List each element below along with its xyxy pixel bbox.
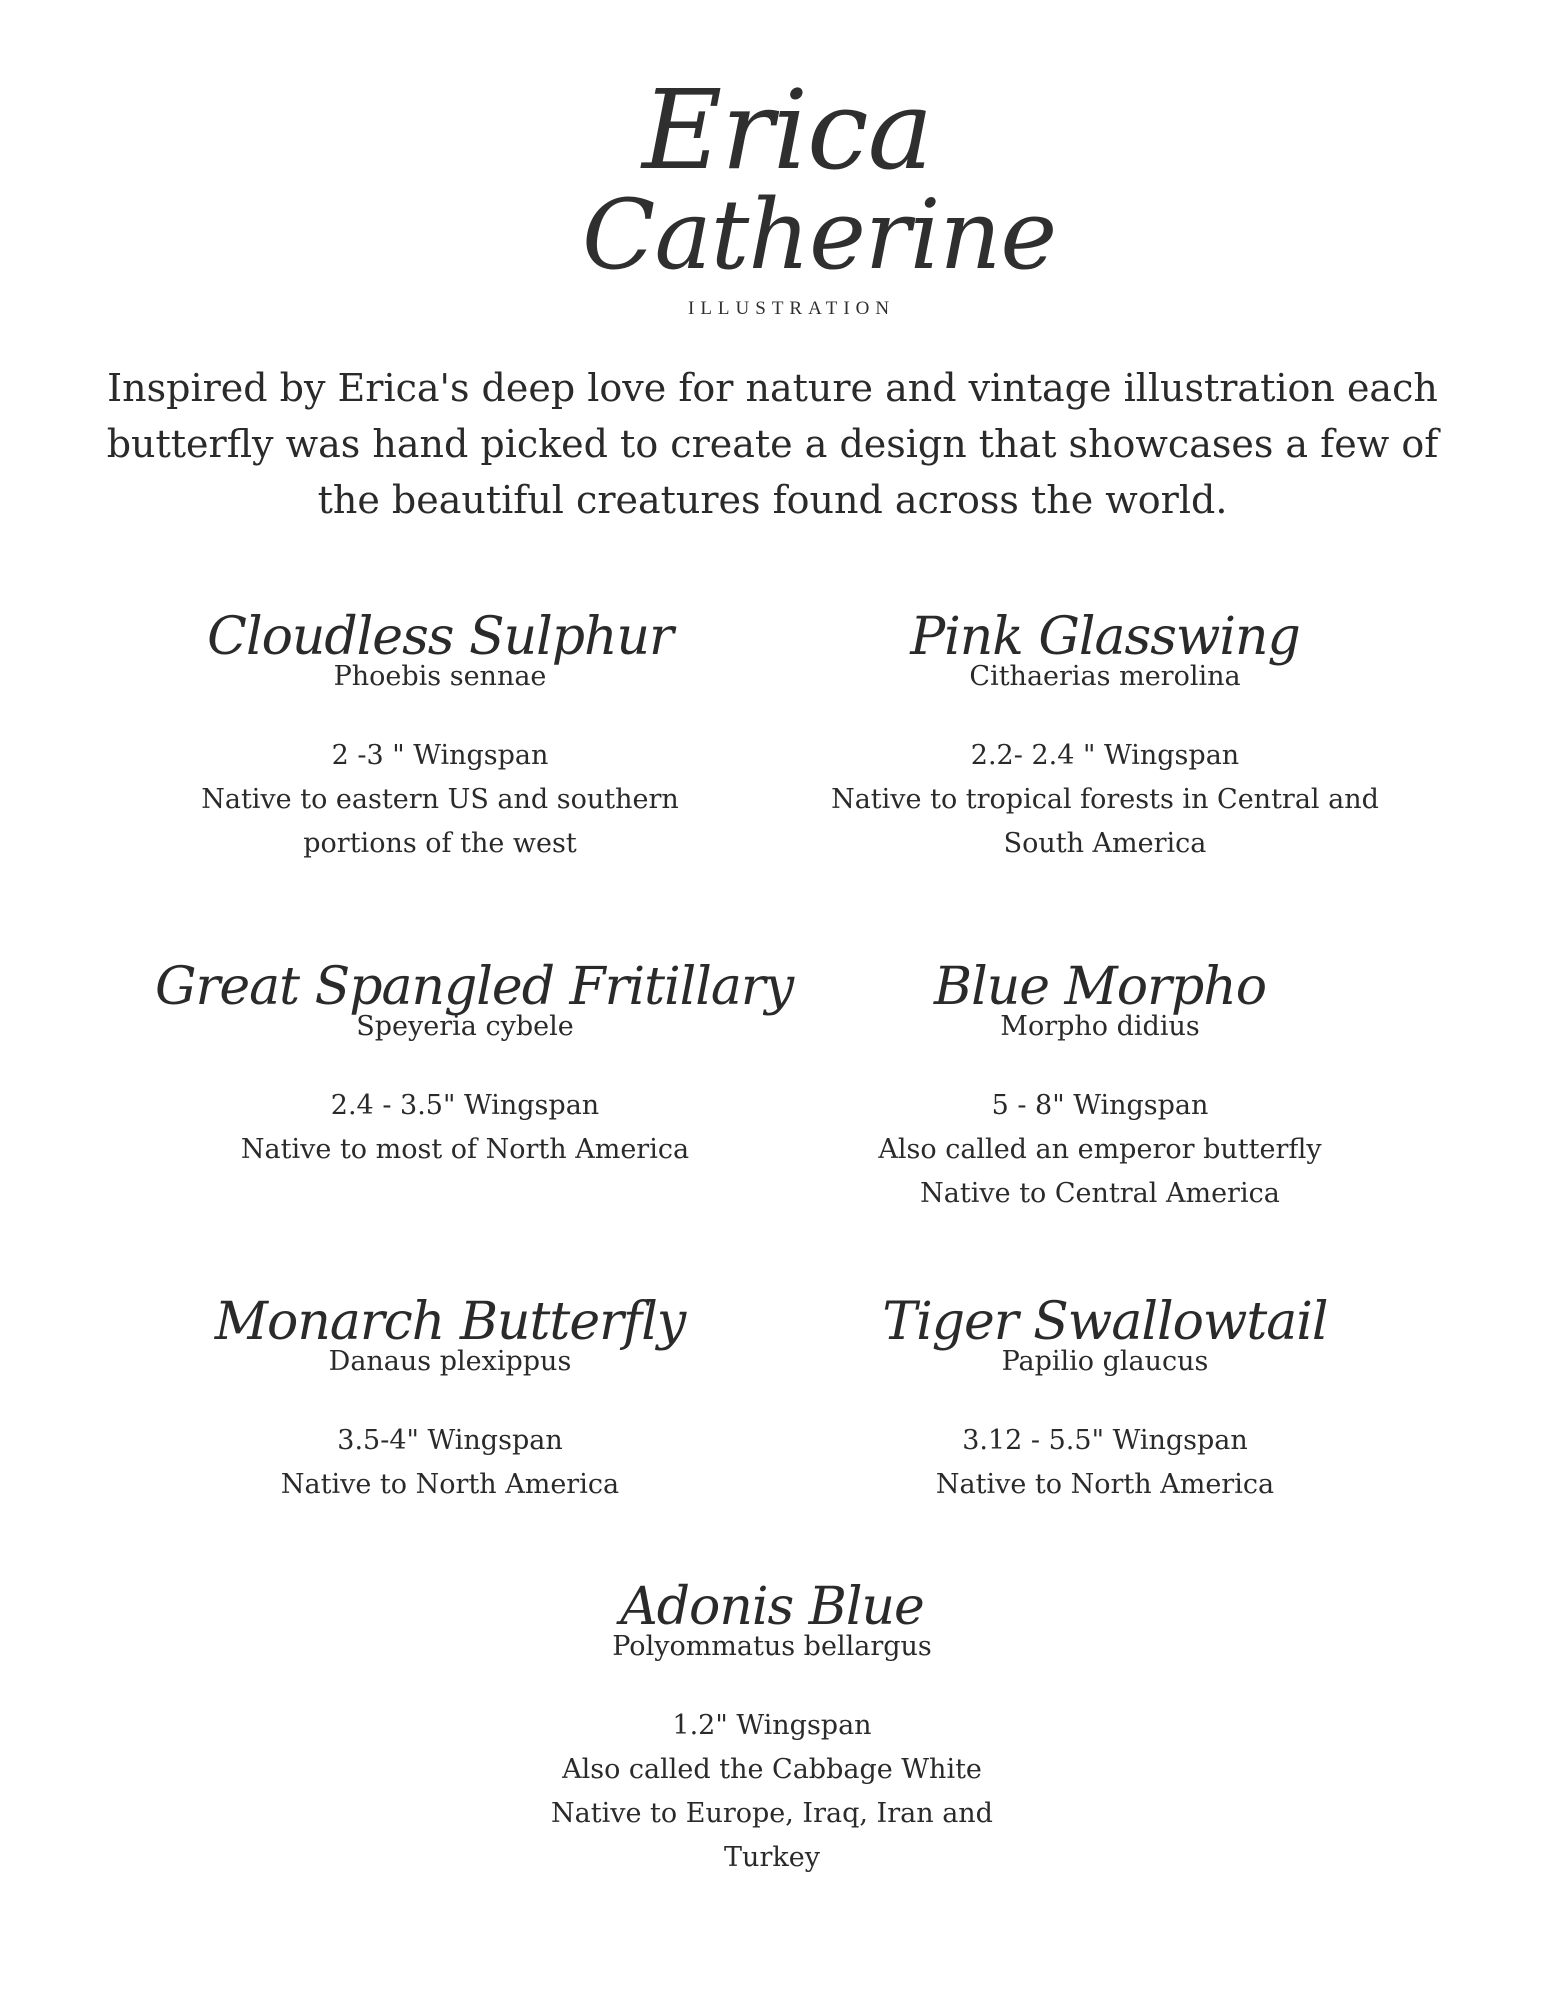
butterfly-scientific-name: Danaus plexippus	[328, 1346, 572, 1377]
butterfly-details	[790, 1084, 1410, 1216]
butterfly-entry	[130, 608, 750, 866]
logo-subtitle: ILLUSTRATION	[688, 298, 896, 319]
butterfly-entry	[462, 1578, 1082, 1880]
butterfly-details	[462, 1704, 1082, 1880]
butterfly-scientific-name: Papilio glaucus	[1001, 1346, 1209, 1377]
butterfly-entry	[155, 957, 794, 1172]
butterfly-name: Monarch Butterfly	[214, 1292, 686, 1352]
butterfly-scientific-name: Speyeria cybele	[356, 1011, 574, 1042]
butterfly-name: Pink Glasswing	[910, 607, 1300, 667]
butterfly-entry	[795, 608, 1415, 866]
logo	[572, 66, 1057, 330]
wingspan: 3.12 - 5.5" Wingspan	[962, 1425, 1248, 1456]
butterfly-details	[130, 734, 750, 866]
butterfly-name: Great Spangled Fritillary	[155, 957, 794, 1017]
native-range: Native to North America	[280, 1469, 620, 1500]
native-range: Native to Central America	[920, 1178, 1280, 1209]
butterfly-details	[795, 1419, 1415, 1507]
butterfly-scientific-name: Morpho didius	[1000, 1011, 1200, 1042]
wingspan: 1.2" Wingspan	[672, 1710, 872, 1741]
native-range: Native to tropical forests in Central and South America	[831, 784, 1379, 859]
butterfly-scientific-name: Polyommatus bellargus	[612, 1631, 932, 1662]
butterfly-name: Blue Morpho	[933, 957, 1267, 1017]
butterfly-scientific-name: Cithaerias merolina	[969, 661, 1241, 692]
wingspan: 2.4 - 3.5" Wingspan	[330, 1090, 600, 1121]
wingspan: 2 -3 " Wingspan	[331, 740, 549, 771]
native-range: Native to eastern US and southern portions of the west	[201, 784, 679, 859]
native-range: Native to Europe, Iraq, Iran and Turkey	[551, 1798, 993, 1873]
butterfly-name: Tiger Swallowtail	[882, 1292, 1328, 1352]
alternate-name: Also called an emperor butterfly	[878, 1134, 1322, 1165]
butterfly-entry	[790, 958, 1410, 1216]
wingspan: 5 - 8" Wingspan	[991, 1090, 1209, 1121]
logo-line-2: Catherine	[582, 179, 1057, 291]
intro-paragraph: Inspired by Erica's deep love for nature and vintage illustration each butterfly was hand picked to create a design that showcases a few of the beautiful creatures found across the world.	[106, 366, 1439, 522]
native-range: Native to most of North America	[240, 1134, 690, 1165]
wingspan: 3.5-4" Wingspan	[337, 1425, 563, 1456]
butterfly-entry	[795, 1293, 1415, 1507]
butterfly-name: Adonis Blue	[620, 1577, 924, 1637]
wingspan: 2.2- 2.4 " Wingspan	[970, 740, 1240, 771]
native-range: Native to North America	[935, 1469, 1275, 1500]
butterfly-name: Cloudless Sulphur	[207, 607, 673, 667]
logo-line-1: Erica	[642, 66, 933, 194]
butterfly-details	[155, 1084, 775, 1172]
alternate-name: Also called the Cabbage White	[562, 1754, 982, 1785]
butterfly-details	[140, 1419, 760, 1507]
butterfly-scientific-name: Phoebis sennae	[333, 661, 547, 692]
butterfly-details	[795, 734, 1415, 866]
butterfly-entry	[140, 1293, 760, 1507]
